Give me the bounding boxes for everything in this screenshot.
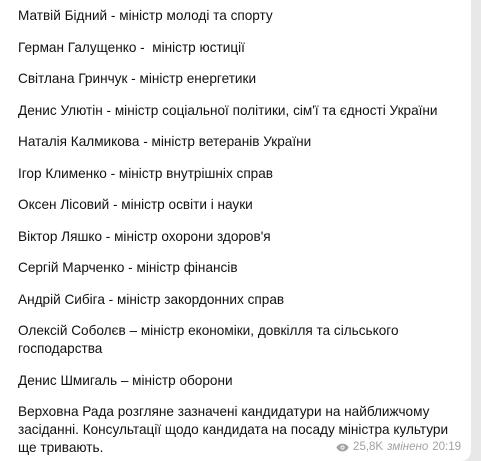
views-count: 25,8K [353, 441, 384, 453]
message-line: Андрій Сибіга - міністр закордонних справ [18, 291, 285, 307]
eye-icon [336, 443, 349, 452]
message-meta [332, 438, 461, 456]
message-footer-text: Верховна Рада розгляне зазначені кандидатури на найближчому засіданні. Консультації щодо кандидата на посаду міністра культури ще тривають. [18, 404, 449, 455]
message-line: Ігор Клименко - міністр внутрішніх справ [18, 165, 274, 181]
message-line: Наталія Калмикова - міністр ветеранів України [18, 134, 312, 149]
edited-label: змінено [387, 441, 429, 453]
message-line: Денис Шмигаль – міністр оборони [18, 372, 233, 388]
message-line: Оксен Лісовий - міністр освіти і науки [18, 197, 253, 212]
message-line: Світлана Гринчук - міністр енергетики [18, 71, 257, 86]
message-line: Віктор Ляшко - міністр охорони здоров'я [18, 228, 271, 244]
message-line: Олексій Соболєв – міністр економіки, довкілля та сільського господарства [18, 323, 399, 356]
message-line: Сергій Марченко - міністр фінансів [18, 260, 238, 275]
message-line: Матвій Бідний - міністр молоді та спорту [18, 8, 273, 23]
chat-background [471, 0, 481, 461]
message-time: 20:19 [432, 441, 461, 453]
message-line: Денис Улютін - міністр соціальної політики, сім'ї та єдності України [18, 102, 438, 118]
message-line: Герман Галущенко - міністр юстиції [18, 39, 245, 55]
